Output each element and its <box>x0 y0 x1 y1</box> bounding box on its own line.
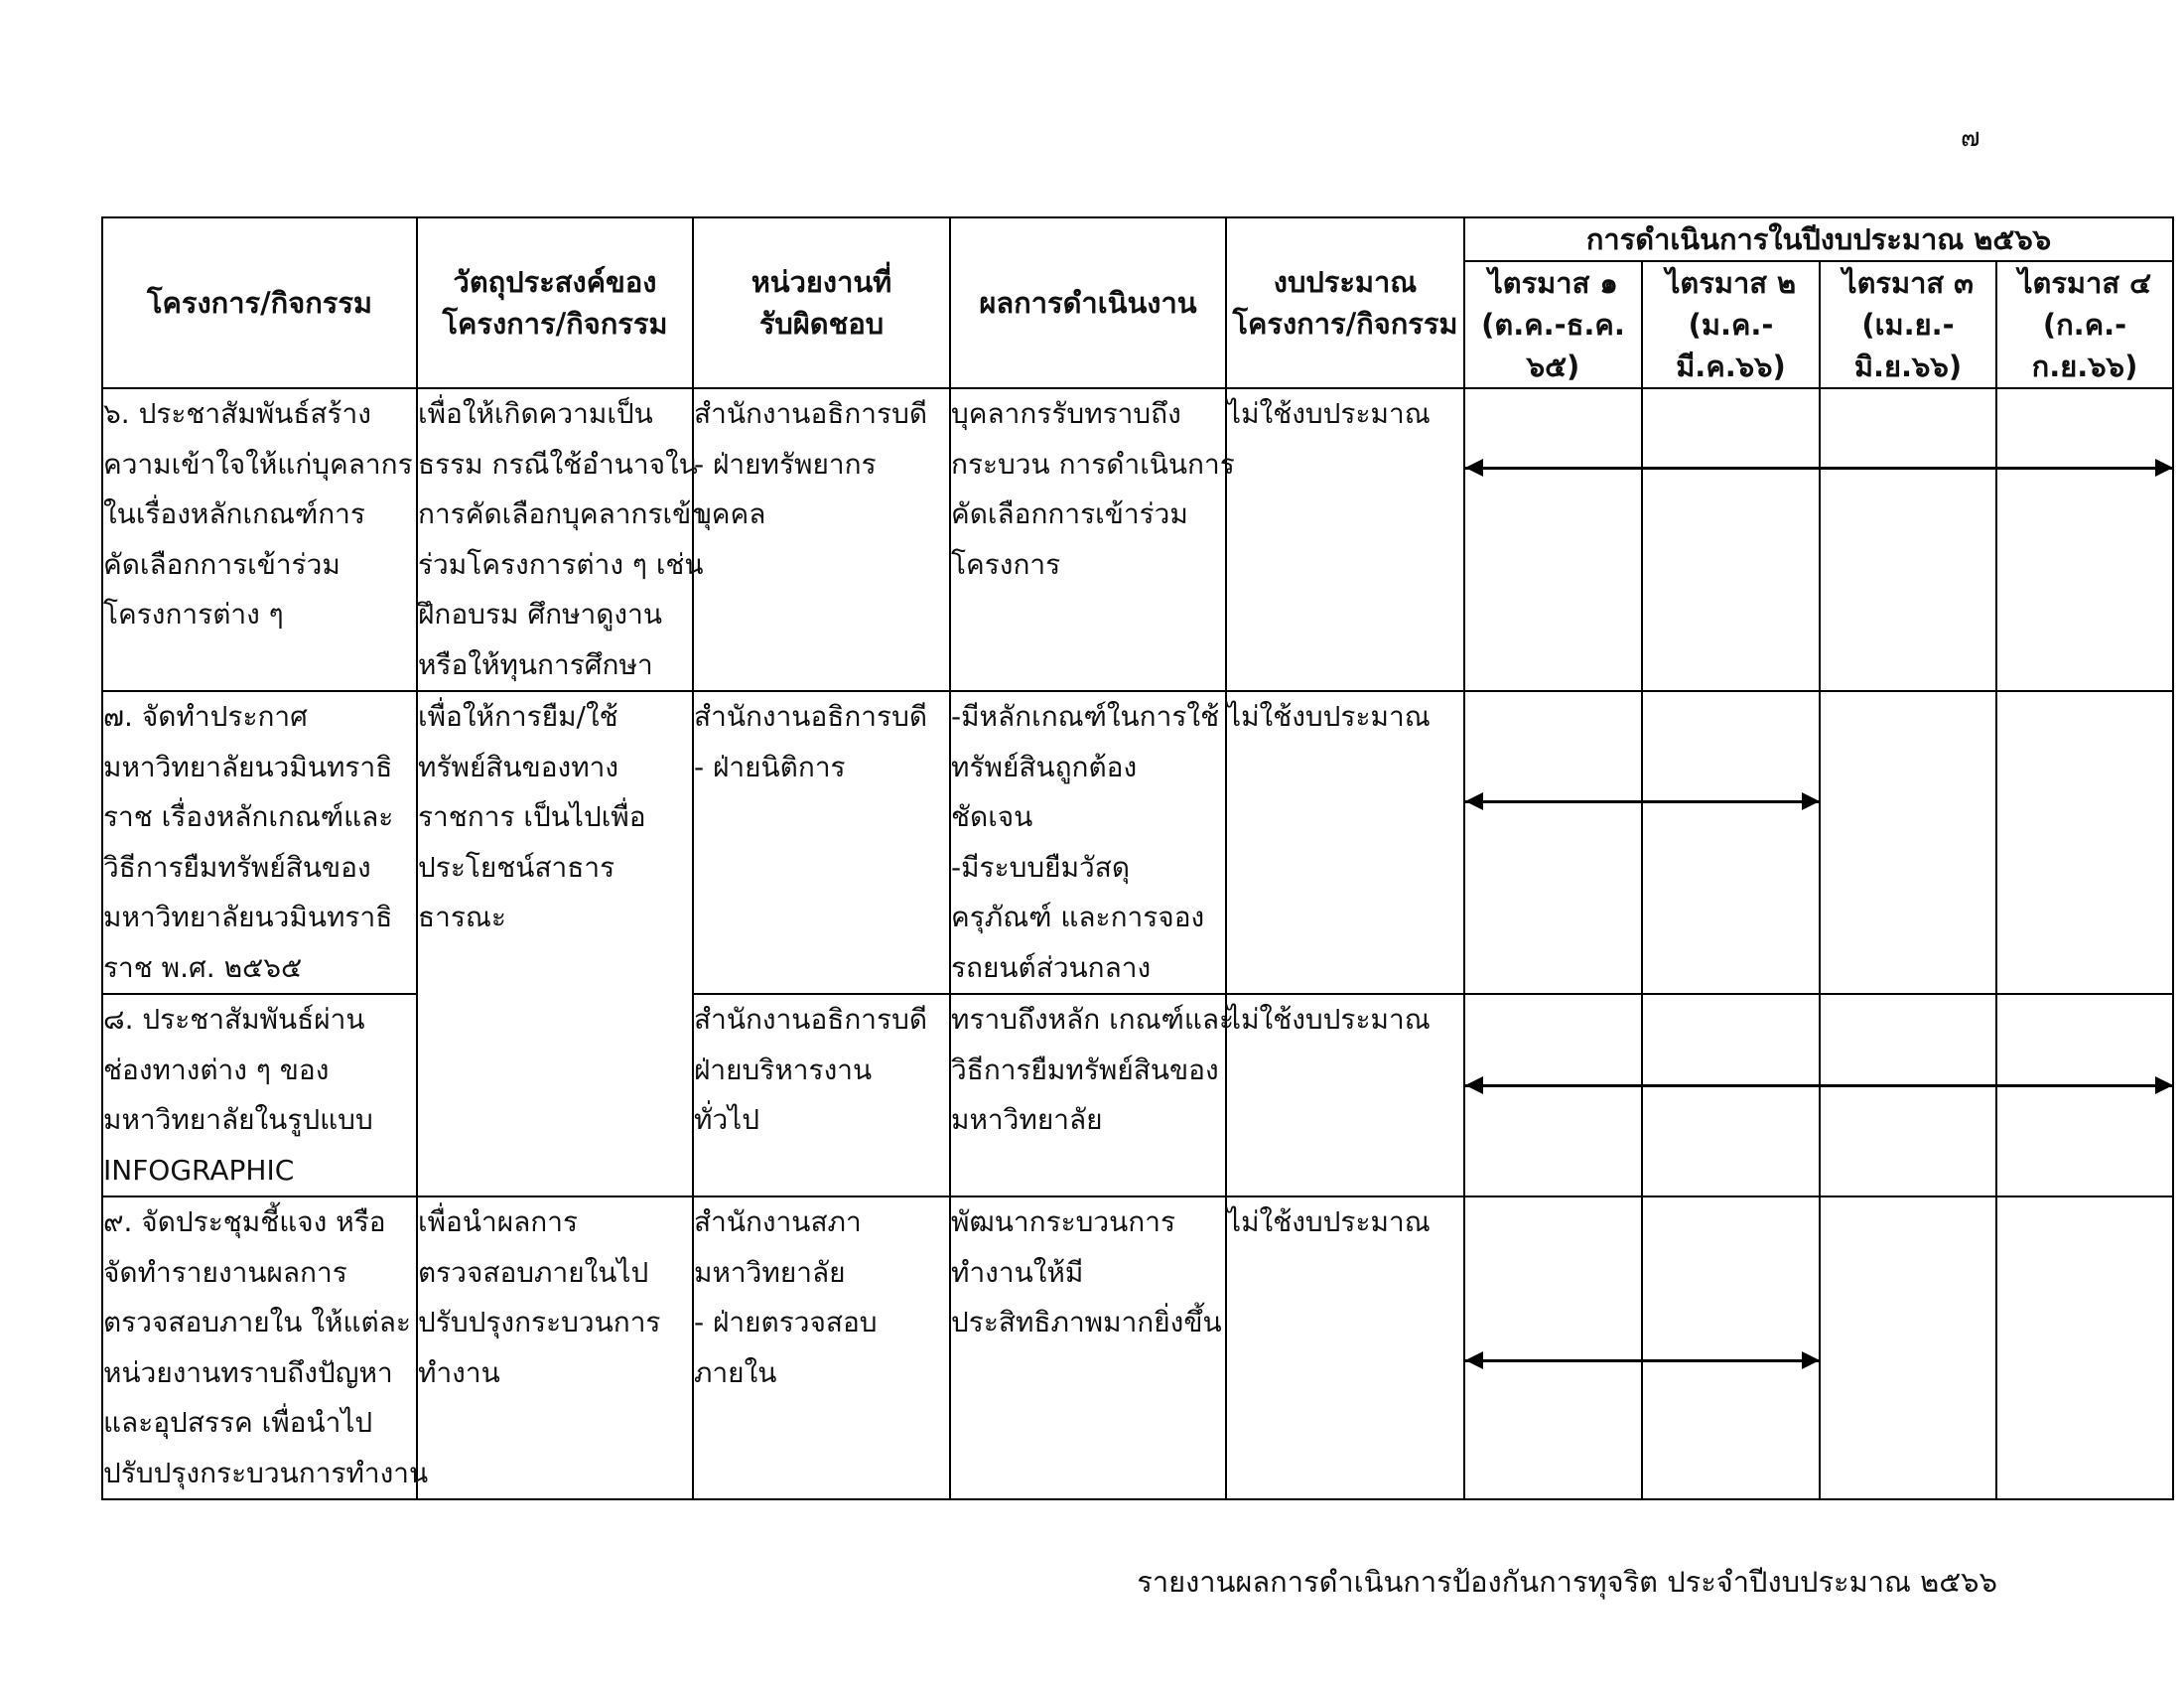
header-objective: วัตถุประสงค์ของ โครงการ/กิจกรรม <box>417 217 693 388</box>
objective-cell: เพื่อนำผลการ ตรวจสอบภายในไป ปรับปรุงกระบวนการ ทำงาน <box>417 1196 693 1499</box>
result-cell: -มีหลักเกณฑ์ในการใช้ ทรัพย์สินถูกต้อง ชัดเจน -มีระบบยืมวัสดุ ครุภัณฑ์ และการจอง รถยนต์ส่วนกลาง <box>950 691 1226 994</box>
quarter-cell <box>1642 1196 1820 1499</box>
header-quarter-2: ไตรมาส ๒ (ม.ค.-มี.ค.๖๖) <box>1642 261 1820 388</box>
page-number: ๗ <box>1961 123 1980 153</box>
quarter-cell <box>1820 691 1996 994</box>
objective-cell: เพื่อให้การยืม/ใช้ ทรัพย์สินของทาง ราชการ เป็นไปเพื่อ ประโยชน์สาธาร ธารณะ <box>417 691 693 1196</box>
result-cell: พัฒนากระบวนการ ทำงานให้มี ประสิทธิภาพมากยิ่งขึ้น <box>950 1196 1226 1499</box>
quarter-cell <box>1464 691 1642 994</box>
unit-cell: สำนักงานอธิการบดี - ฝ่ายนิติการ <box>693 691 950 994</box>
budget-cell: ไม่ใช้งบประมาณ <box>1226 994 1464 1196</box>
header-budget: งบประมาณ โครงการ/กิจกรรม <box>1226 217 1464 388</box>
project-cell: ๙. จัดประชุมชี้แจง หรือ จัดทำรายงานผลการ ตรวจสอบภายใน ให้แต่ละ หน่วยงานทราบถึงปัญหา และอุปสรรค เพื่อนำไป ปรับปรุงกระบวนการทำงาน <box>102 1196 417 1499</box>
header-quarter-4: ไตรมาส ๔ (ก.ค.-ก.ย.๖๖) <box>1996 261 2173 388</box>
header-operation: การดำเนินการในปีงบประมาณ ๒๕๖๖ <box>1464 217 2173 261</box>
budget-cell: ไม่ใช้งบประมาณ <box>1226 691 1464 994</box>
quarter-cell <box>1464 994 1642 1196</box>
project-cell: ๖. ประชาสัมพันธ์สร้าง ความเข้าใจให้แก่บุคลากร ในเรื่องหลักเกณฑ์การ คัดเลือกการเข้าร่วม โครงการต่าง ๆ <box>102 388 417 691</box>
quarter-cell <box>1464 388 1642 691</box>
budget-cell: ไม่ใช้งบประมาณ <box>1226 1196 1464 1499</box>
objective-cell: เพื่อให้เกิดความเป็น ธรรม กรณีใช้อำนาจใน การคัดเลือกบุคลากรเข้า ร่วมโครงการต่าง ๆ เช่น ฝึกอบรม ศึกษาดูงาน หรือให้ทุนการศึกษา <box>417 388 693 691</box>
quarter-cell <box>1820 1196 1996 1499</box>
quarter-cell <box>1820 388 1996 691</box>
quarter-cell <box>1642 994 1820 1196</box>
quarter-cell <box>1642 388 1820 691</box>
plan-table <box>101 216 2174 1500</box>
quarter-cell <box>1996 1196 2173 1499</box>
unit-cell: สำนักงานอธิการบดี - ฝ่ายทรัพยากร บุคคล <box>693 388 950 691</box>
table-row <box>102 691 2173 994</box>
header-quarter-1: ไตรมาส ๑ (ต.ค.-ธ.ค. ๖๕) <box>1464 261 1642 388</box>
quarter-cell <box>1996 994 2173 1196</box>
quarter-cell <box>1820 994 1996 1196</box>
table-row <box>102 388 2173 691</box>
result-cell: บุคลากรรับทราบถึง กระบวน การดำเนินการ คัดเลือกการเข้าร่วม โครงการ <box>950 388 1226 691</box>
quarter-cell <box>1996 388 2173 691</box>
footer-caption: รายงานผลการดำเนินการป้องกันการทุจริต ประจำปีงบประมาณ ๒๕๖๖ <box>1137 1565 1997 1599</box>
header-quarter-3: ไตรมาส ๓ (เม.ย.-มิ.ย.๖๖) <box>1820 261 1996 388</box>
header-unit: หน่วยงานที่ รับผิดชอบ <box>693 217 950 388</box>
budget-cell: ไม่ใช้งบประมาณ <box>1226 388 1464 691</box>
unit-cell: สำนักงานอธิการบดี ฝ่ายบริหารงาน ทั่วไป <box>693 994 950 1196</box>
table-row <box>102 1196 2173 1499</box>
quarter-cell <box>1996 691 2173 994</box>
quarter-cell <box>1642 691 1820 994</box>
header-result: ผลการดำเนินงาน <box>950 217 1226 388</box>
project-cell: ๘. ประชาสัมพันธ์ผ่าน ช่องทางต่าง ๆ ของ มหาวิทยาลัยในรูปแบบ INFOGRAPHIC <box>102 994 417 1196</box>
project-cell: ๗. จัดทำประกาศ มหาวิทยาลัยนวมินทราธิ ราช เรื่องหลักเกณฑ์และ วิธีการยืมทรัพย์สินของ มหาวิทยาลัยนวมินทราธิ ราช พ.ศ. ๒๕๖๕ <box>102 691 417 994</box>
result-cell: ทราบถึงหลัก เกณฑ์และ วิธีการยืมทรัพย์สินของ มหาวิทยาลัย <box>950 994 1226 1196</box>
quarter-cell <box>1464 1196 1642 1499</box>
unit-cell: สำนักงานสภา มหาวิทยาลัย - ฝ่ายตรวจสอบ ภายใน <box>693 1196 950 1499</box>
header-project: โครงการ/กิจกรรม <box>102 217 417 388</box>
table-row <box>102 994 2173 1196</box>
